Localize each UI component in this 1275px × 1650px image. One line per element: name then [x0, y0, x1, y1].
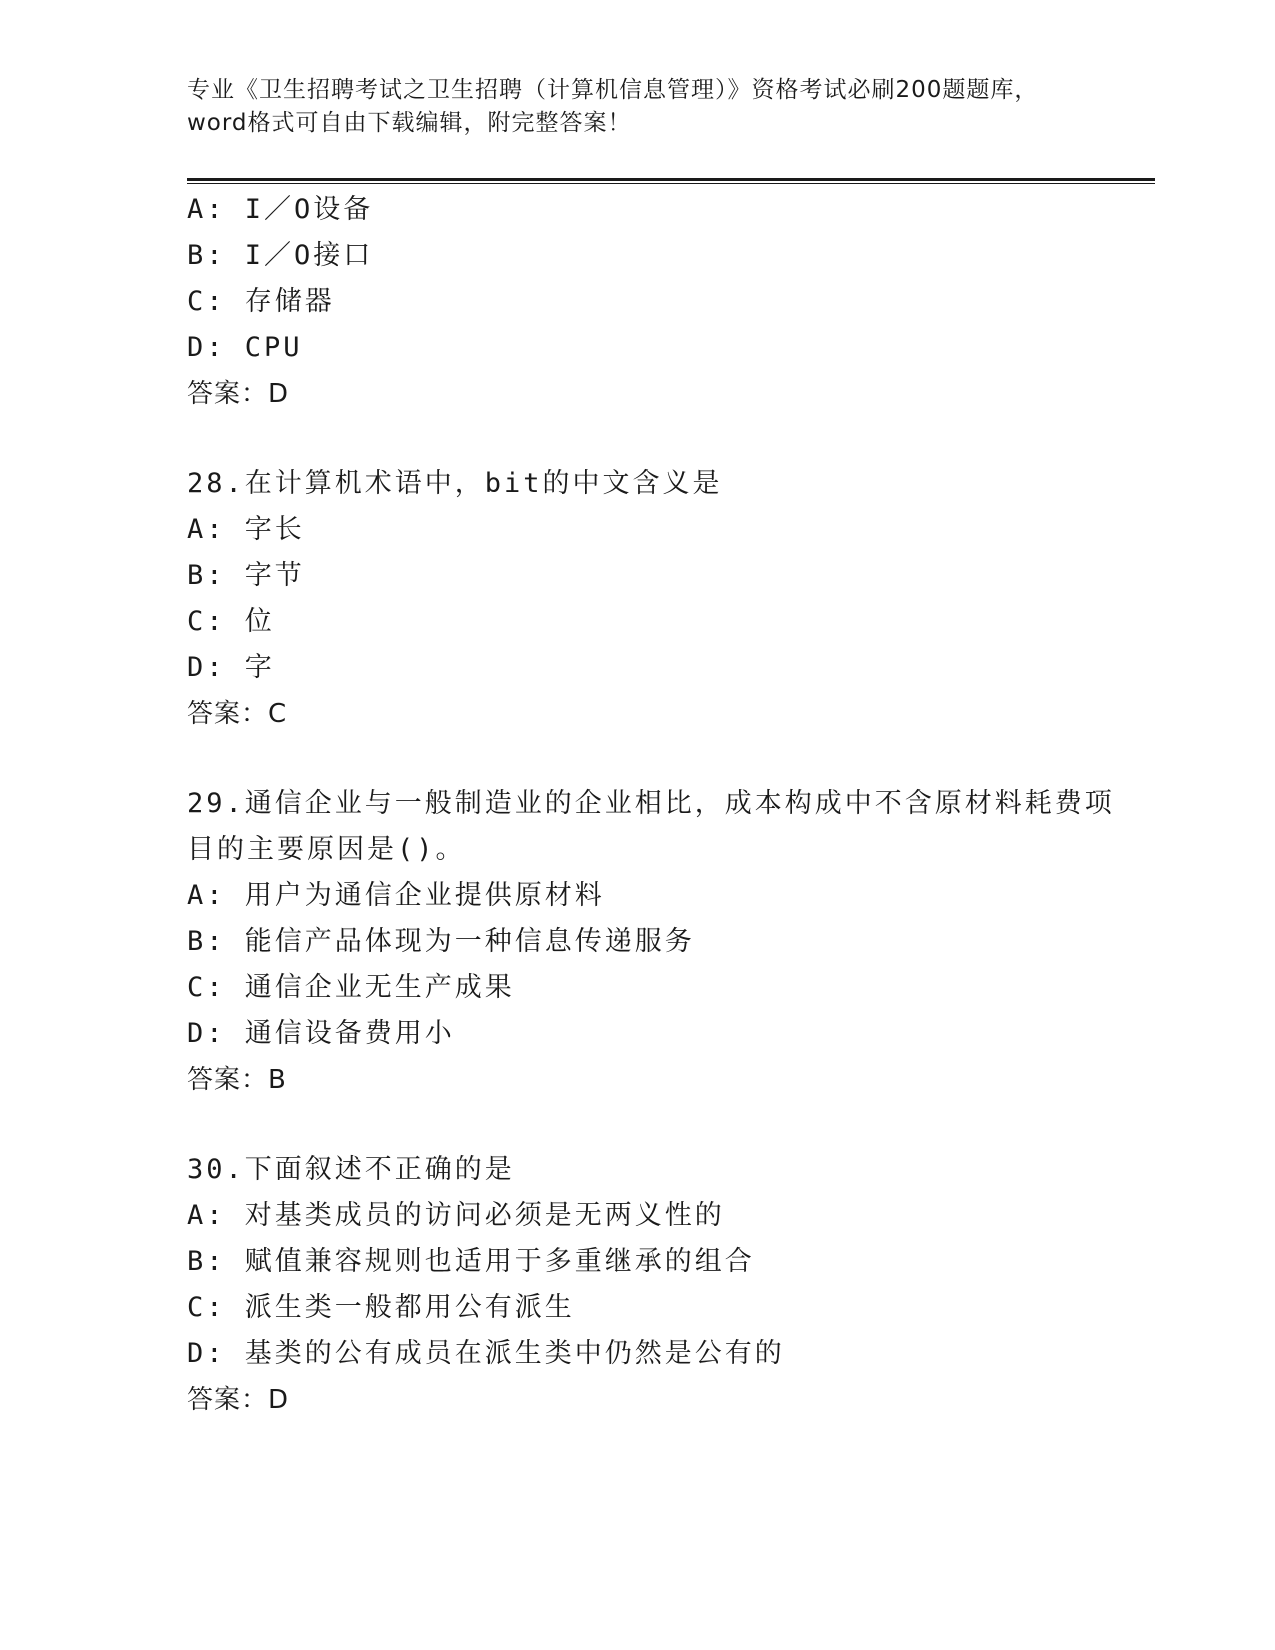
q29-option-a: A: 用户为通信企业提供原材料 [187, 880, 605, 911]
q28-answer: 答案：C [187, 699, 288, 729]
q30-option-d: D: 基类的公有成员在派生类中仍然是公有的 [187, 1338, 785, 1369]
header-line-2: word格式可自由下载编辑，附完整答案！ [187, 110, 632, 136]
question-list [187, 187, 1147, 1423]
header-line-1: 专业《卫生招聘考试之卫生招聘（计算机信息管理）》资格考试必刷200题题库， [187, 77, 1039, 103]
q30-answer: 答案：D [187, 1385, 290, 1415]
q29-option-c: C: 通信企业无生产成果 [187, 972, 515, 1003]
header-divider-thin [187, 183, 1155, 184]
q27-option-c: C: 存储器 [187, 286, 335, 317]
spacer [187, 1103, 1147, 1147]
q27-option-b: B: I／O接口 [187, 240, 374, 271]
q27-option-a: A: I／O设备 [187, 194, 374, 225]
q29-option-d: D: 通信设备费用小 [187, 1018, 455, 1049]
q30-option-a: A: 对基类成员的访问必须是无两义性的 [187, 1200, 725, 1231]
q29-option-b: B: 能信产品体现为一种信息传递服务 [187, 926, 695, 957]
question-29-block [187, 781, 1147, 1103]
q28-option-b: B: 字节 [187, 560, 305, 591]
q30-option-b: B: 赋值兼容规则也适用于多重继承的组合 [187, 1246, 755, 1277]
q30-question: 30.下面叙述不正确的是 [187, 1154, 515, 1185]
q28-option-d: D: 字 [187, 652, 275, 683]
question-27-block [187, 187, 1147, 417]
q29-question-line-1: 29.通信企业与一般制造业的企业相比，成本构成中不含原材料耗费项 [187, 788, 1115, 819]
question-28-block [187, 461, 1147, 737]
document-header [187, 74, 1087, 140]
header-divider-thick [187, 178, 1155, 181]
q28-question: 28.在计算机术语中，bit的中文含义是 [187, 468, 723, 499]
question-30-block [187, 1147, 1147, 1423]
q29-question-line-2: 目的主要原因是()。 [187, 834, 466, 865]
spacer [187, 417, 1147, 461]
q27-option-d: D: CPU [187, 332, 303, 363]
q30-option-c: C: 派生类一般都用公有派生 [187, 1292, 575, 1323]
q28-option-a: A: 字长 [187, 514, 305, 545]
q28-option-c: C: 位 [187, 606, 275, 637]
q29-answer: 答案：B [187, 1065, 287, 1095]
spacer [187, 737, 1147, 781]
q27-answer: 答案：D [187, 379, 290, 409]
